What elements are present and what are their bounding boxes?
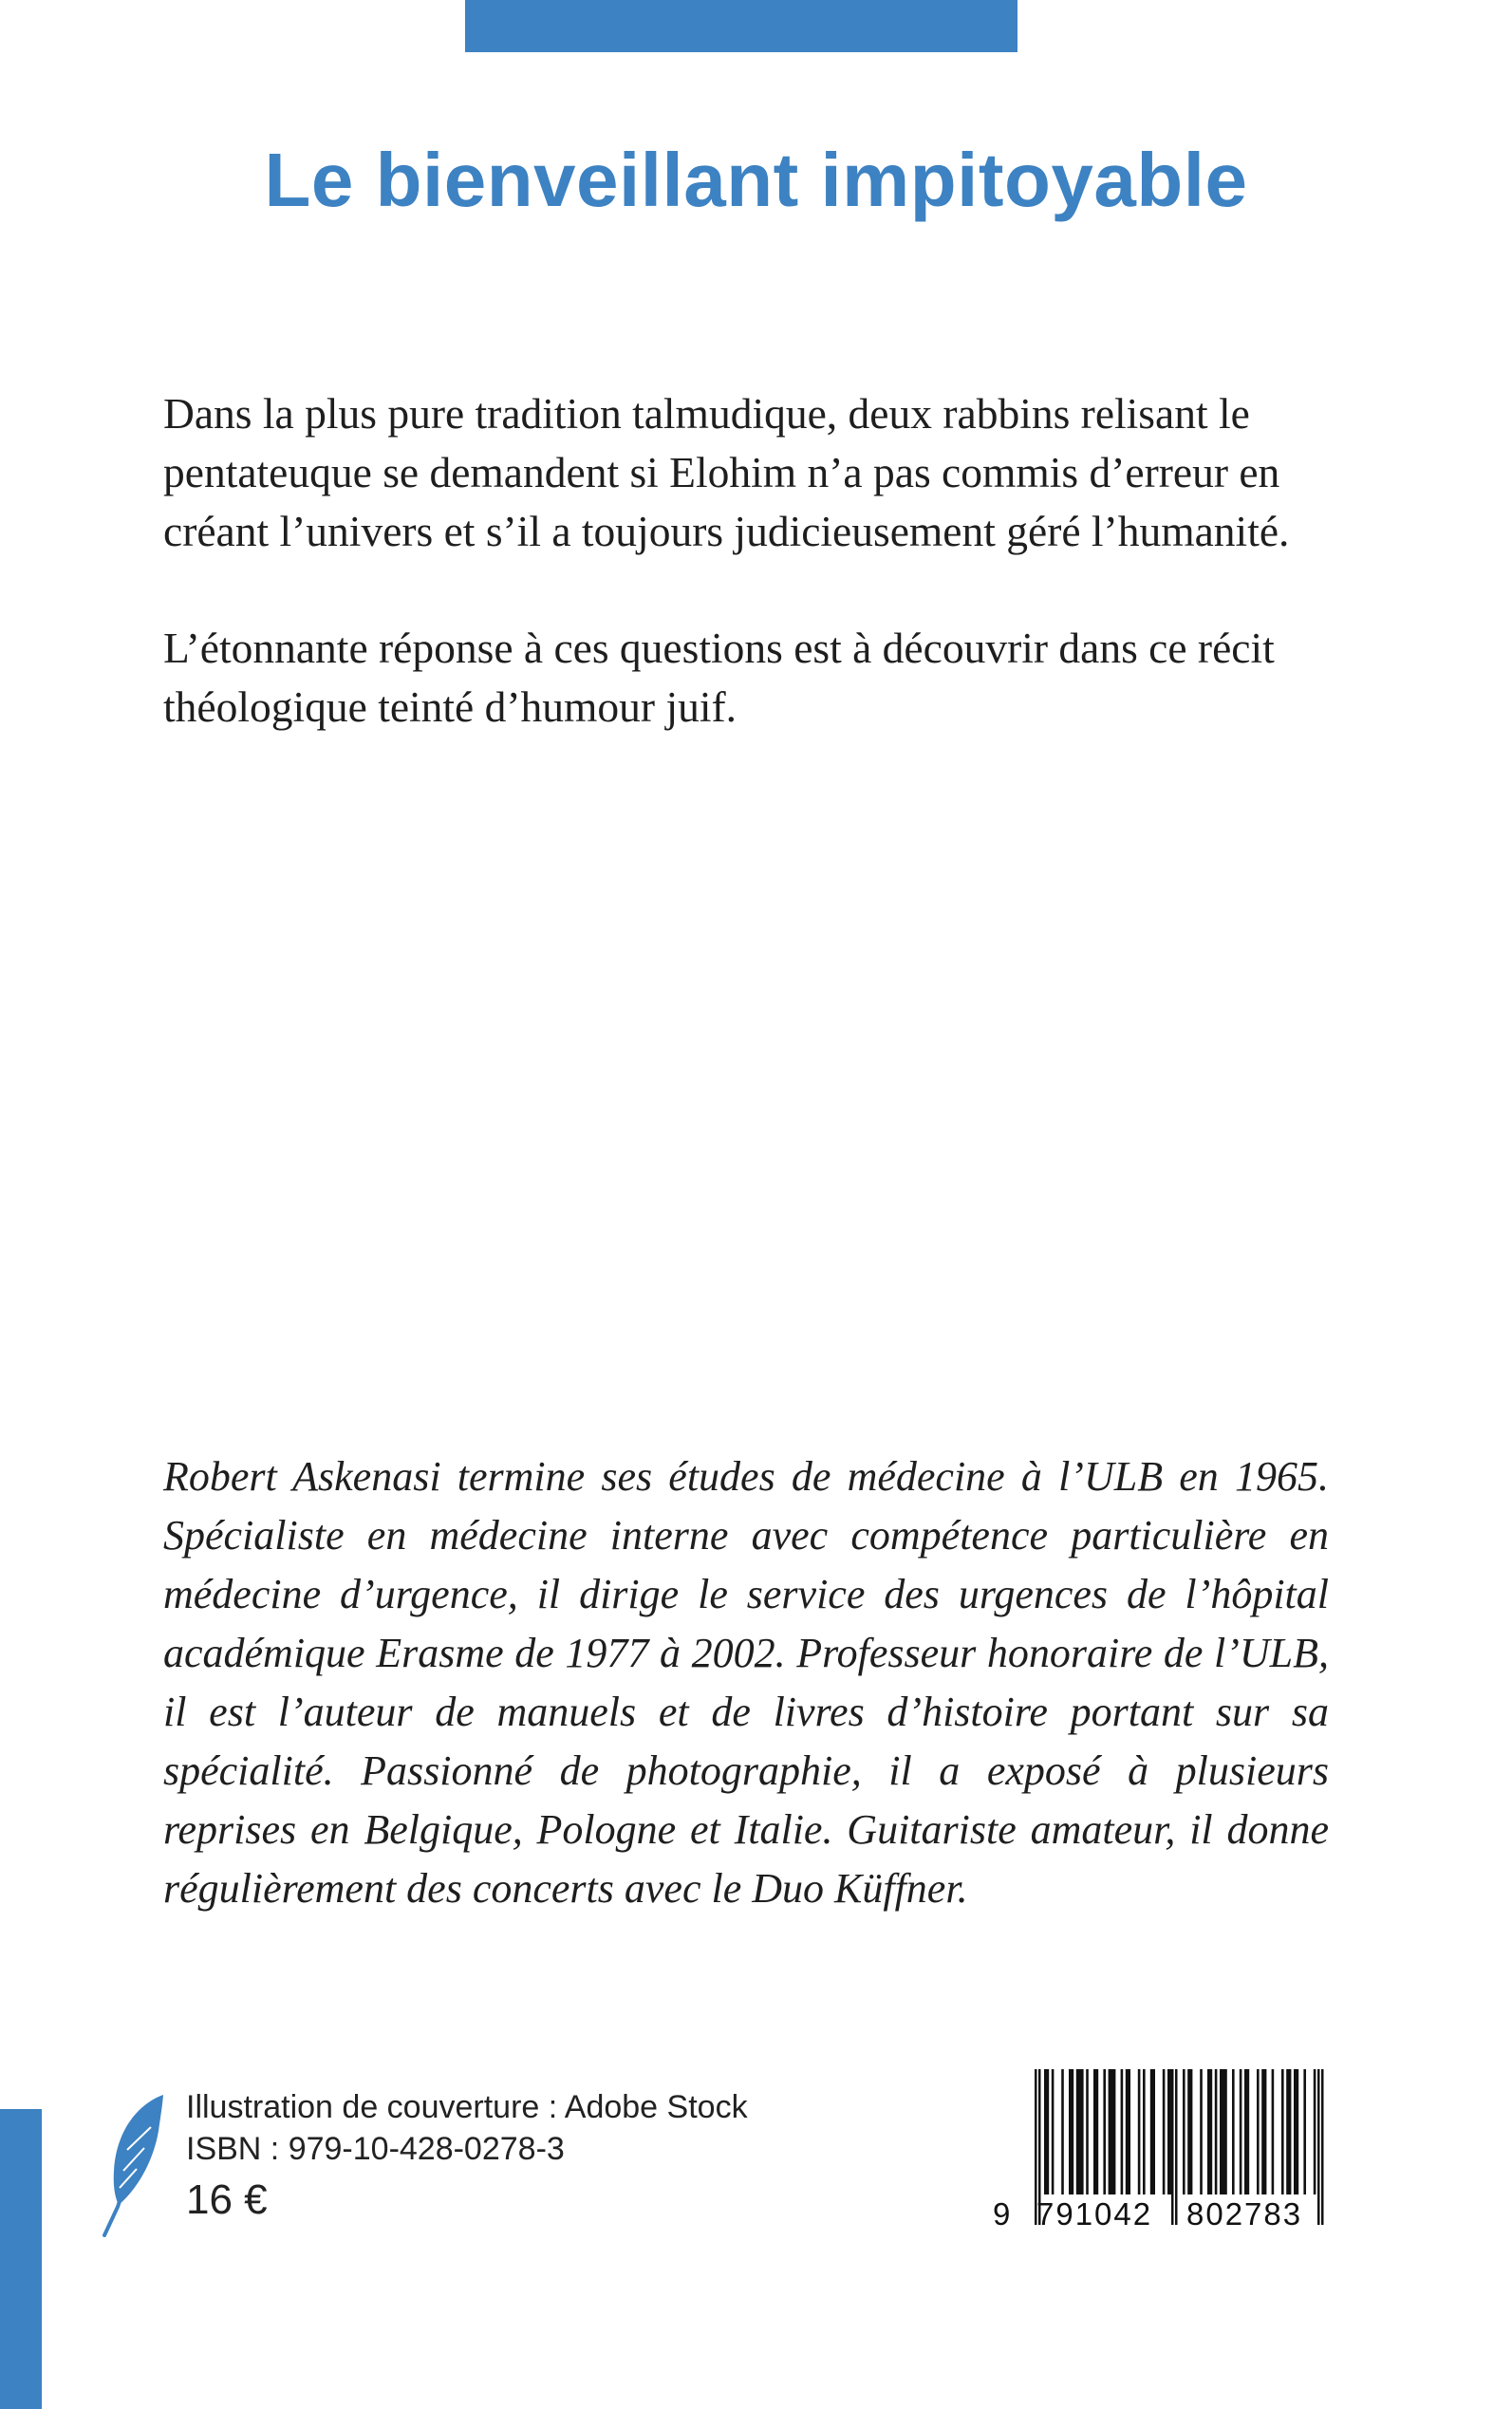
credits-block <box>186 2086 748 2227</box>
book-title: Le bienveillant impitoyable <box>264 138 1248 222</box>
price: 16 € <box>186 2176 268 2223</box>
feather-icon <box>99 2093 167 2237</box>
barcode-digits-right: 802783 <box>1186 2196 1303 2232</box>
illustration-credit: Illustration de couverture : Adobe Stock <box>186 2089 748 2125</box>
synopsis <box>163 384 1329 794</box>
left-accent-bar <box>0 2109 42 2409</box>
barcode-digit-prefix: 9 <box>993 2196 1011 2232</box>
top-accent-bar <box>465 0 1017 52</box>
author-bio: Robert Askenasi termine ses études de médecine à l’ULB en 1965. Spécialiste en médecine interne avec compétence particulière en médecine d’urgence, il dirige le service des urgences de l’hôpital académique Erasme de 1977 à 2002. Professeur honoraire de l’ULB, il est l’auteur de manuels et de livres d’histoire portant sur sa spécialité. Passionné de photographie, il a exposé à plusieurs reprises en Belgique, Pologne et Italie. Guitariste amateur, il donne régulièrement des concerts avec le Duo Küffner. <box>163 1453 1329 1912</box>
synopsis-paragraph-2: L’étonnante réponse à ces questions est à découvrir dans ce récit théologique teinté d’humour juif. <box>163 624 1275 731</box>
barcode-digits-left: 791042 <box>1036 2196 1153 2232</box>
barcode-number <box>993 2196 1327 2234</box>
synopsis-paragraph-1: Dans la plus pure tradition talmudique, deux rabbins relisant le pentateuque se demandent si Elohim n’a pas commis d’erreur en créant l’univers et s’il a toujours judicieusement géré l’humanité. <box>163 389 1290 555</box>
isbn-text: ISBN : 979-10-428-0278-3 <box>186 2131 565 2167</box>
